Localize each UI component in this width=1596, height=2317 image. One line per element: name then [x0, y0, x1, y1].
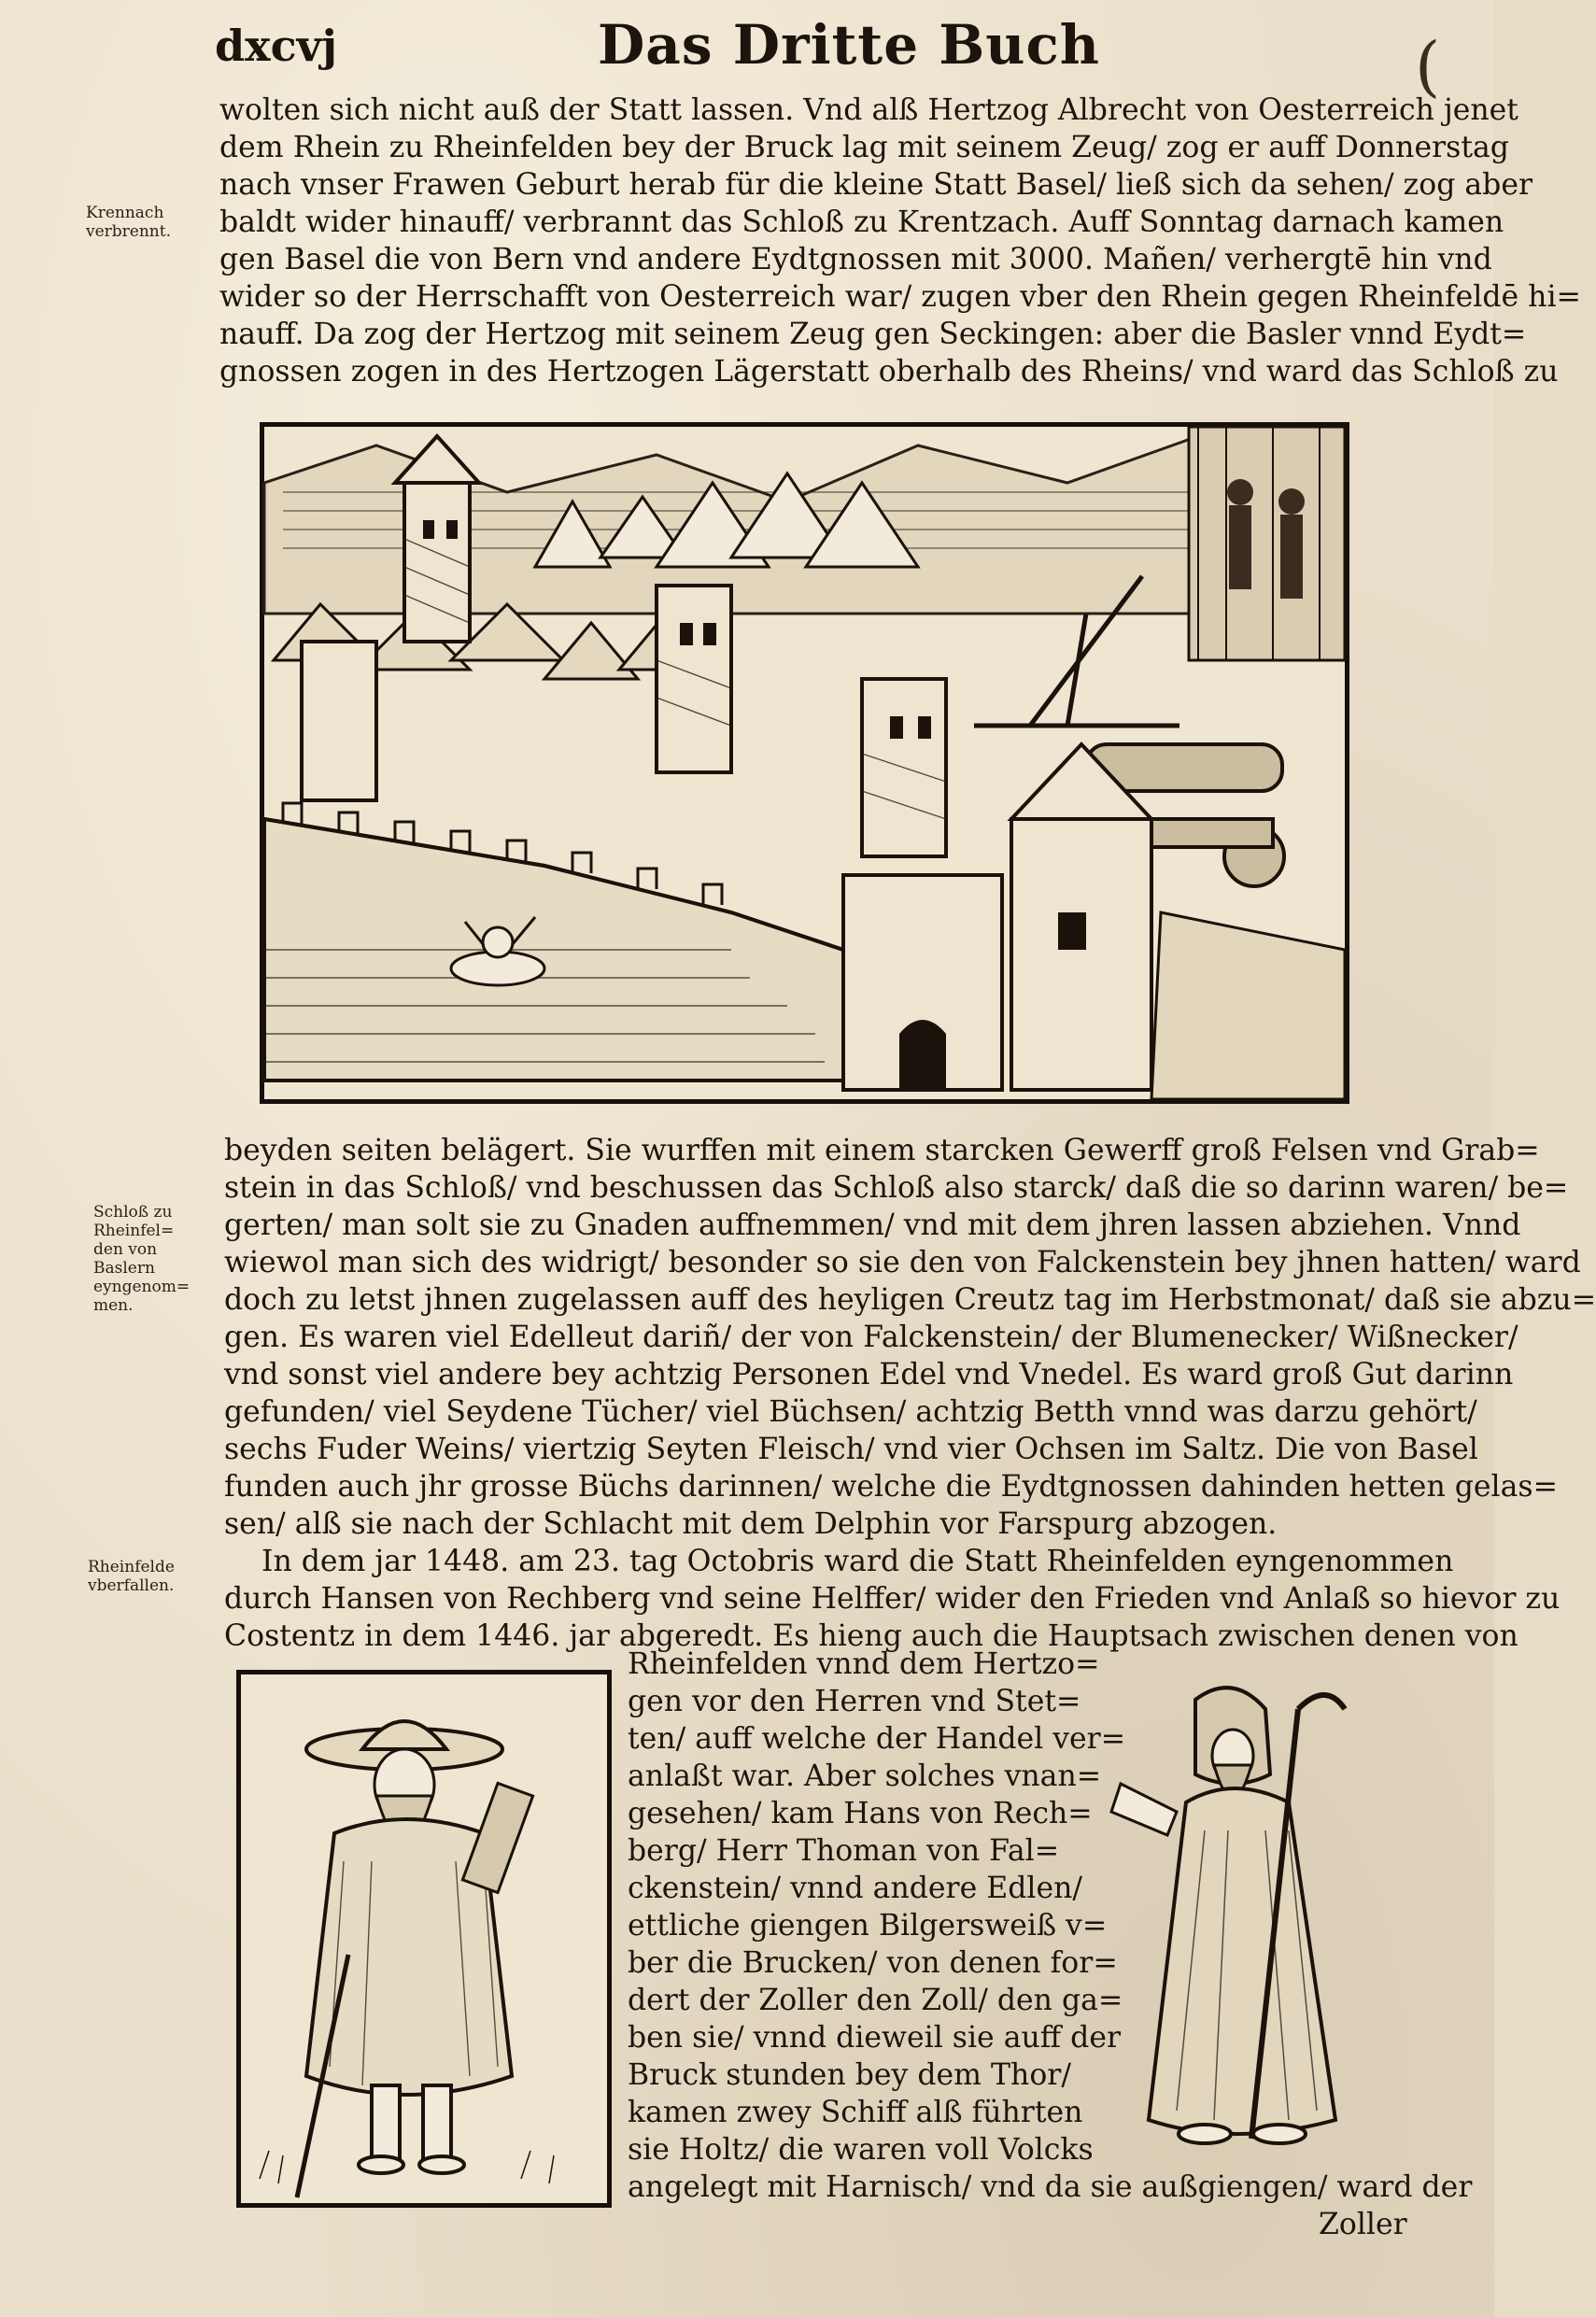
text-line: In dem jar 1448. am 23. tag Octobris ward die Statt Rheinfelden eyngenommen: [261, 1545, 1454, 1578]
handwritten-mark: (: [1415, 28, 1441, 105]
text-line: ben sie/ vnnd dieweil sie auff der: [628, 2021, 1122, 2055]
margin-note-line: Schloß zu: [93, 1203, 173, 1222]
margin-note-line: men.: [93, 1296, 134, 1315]
text-line: dert der Zoller den Zoll/ den ga=: [628, 1984, 1123, 2017]
margin-note-line: vberfallen.: [88, 1576, 175, 1595]
text-line: gefunden/ viel Seydene Tücher/ viel Büchsen/ achtzig Betth vnnd was darzu gehört/: [224, 1395, 1477, 1429]
text-line: funden auch jhr grosse Büchs darinnen/ welche die Eydtgnossen dahinden hetten gelas=: [224, 1470, 1558, 1504]
margin-note-line: Baslern: [93, 1259, 155, 1278]
text-line: stein in das Schloß/ vnd beschussen das Schloß also starck/ daß die so darinn waren/ be=: [224, 1171, 1569, 1205]
text-line: ten/ auff welche der Handel ver=: [628, 1722, 1126, 1756]
text-line: nach vnser Frawen Geburt herab für die kleine Statt Basel/ ließ sich da sehen/ zog aber: [219, 168, 1533, 202]
text-line: gen. Es waren viel Edelleut dariñ/ der von Falckenstein/ der Blumenecker/ Wißnecker/: [224, 1321, 1518, 1354]
monk-figure: [1065, 1672, 1401, 2157]
siege-woodcut: [260, 422, 1349, 1104]
text-line: angelegt mit Harnisch/ vnd da sie außgiengen/ ward der: [628, 2170, 1473, 2204]
text-line: gerten/ man solt sie zu Gnaden auffnemmen/ vnd mit dem jhren lassen abziehen. Vnnd: [224, 1208, 1521, 1242]
margin-note-line: verbrennt.: [86, 222, 171, 241]
margin-note-rheinfelden: [88, 1558, 175, 1595]
text-line: ettliche giengen Bilgersweiß v=: [628, 1909, 1108, 1943]
text-block-top: [219, 92, 1581, 390]
text-line: anlaßt war. Aber solches vnan=: [628, 1759, 1102, 1793]
text-line: wolten sich nicht auß der Statt lassen. Vnd alß Hertzog Albrecht von Oesterreich jenet: [219, 93, 1518, 127]
margin-note-line: Rheinfel=: [93, 1222, 175, 1240]
text-line: dem Rhein zu Rheinfelden bey der Bruck lag mit seinem Zeug/ zog er auff Donnerstag: [219, 131, 1509, 164]
margin-note-schloss: [93, 1203, 190, 1315]
margin-note-line: Krennach: [86, 204, 164, 222]
text-line: gen vor den Herren vnd Stet=: [628, 1685, 1081, 1718]
text-line: durch Hansen von Rechberg vnd seine Helffer/ wider den Frieden vnd Anlaß so hievor zu: [224, 1582, 1561, 1616]
text-line: sie Holtz/ die waren voll Volcks: [628, 2133, 1094, 2167]
text-line: Rheinfelden vnnd dem Hertzo=: [628, 1647, 1100, 1681]
margin-note-krennach: [86, 204, 171, 241]
margin-note-line: Rheinfelde: [88, 1558, 175, 1576]
text-line: berg/ Herr Thoman von Fal=: [628, 1834, 1060, 1868]
margin-note-line: eyngenom=: [93, 1278, 191, 1296]
text-line: vnd sonst viel andere bey achtzig Personen Edel vnd Vnedel. Es ward groß Gut darinn: [224, 1358, 1514, 1392]
folio-number: dxcvj: [215, 21, 337, 71]
text-line: gesehen/ kam Hans von Rech=: [628, 1797, 1093, 1830]
pilgrim-woodcut: [236, 1670, 612, 2208]
text-line: nauff. Da zog der Hertzog mit seinem Zeug gen Seckingen: aber die Basler vnnd Eydt=: [219, 318, 1527, 351]
text-line: Zoller: [1319, 2208, 1407, 2241]
text-line: sen/ alß sie nach der Schlacht mit dem Delphin vor Farspurg abzogen.: [224, 1507, 1278, 1541]
text-line: doch zu letst jhnen zugelassen auff des heyligen Creutz tag im Herbstmonat/ daß sie abzu=: [224, 1283, 1596, 1317]
margin-note-line: den von: [93, 1240, 158, 1259]
monk-woodcut: [1065, 1672, 1401, 2157]
text-line: gnossen zogen in des Hertzogen Lägerstatt oberhalb des Rheins/ vnd ward das Schloß zu: [219, 355, 1559, 389]
text-line: ber die Brucken/ von denen for=: [628, 1946, 1118, 1980]
text-line: Bruck stunden bey dem Thor/: [628, 2058, 1071, 2092]
text-line: beyden seiten belägert. Sie wurffen mit einem starcken Gewerff groß Felsen vnd Grab=: [224, 1134, 1540, 1167]
text-line: gen Basel die von Bern vnd andere Eydtgnossen mit 3000. Mañen/ verhergtē hin vnd: [219, 243, 1492, 276]
text-line: ckenstein/ vnnd andere Edlen/: [628, 1872, 1083, 1905]
text-line: sechs Fuder Weins/ viertzig Seyten Fleisch/ vnd vier Ochsen im Saltz. Die von Basel: [224, 1433, 1478, 1466]
text-line: wiewol man sich des widrigt/ besonder so sie den von Falckenstein bey jhnen hatten/ ward: [224, 1246, 1581, 1279]
siege-woodcut-drawing: [264, 427, 1345, 1099]
text-block-middle: [224, 1132, 1596, 1655]
text-line: Costentz in dem 1446. jar abgeredt. Es hieng auch die Hauptsach zwischen denen von: [224, 1619, 1518, 1653]
text-line: kamen zwey Schiff alß führten: [628, 2096, 1083, 2129]
pilgrim-figure: [241, 1674, 607, 2203]
running-title: Das Dritte Buch: [598, 13, 1100, 77]
text-line: wider so der Herrschafft von Oesterreich war/ zugen vber den Rhein gegen Rheinfeldē hi=: [219, 280, 1581, 314]
text-line: baldt wider hinauff/ verbrannt das Schloß zu Krentzach. Auff Sonntag darnach kamen: [219, 205, 1504, 239]
